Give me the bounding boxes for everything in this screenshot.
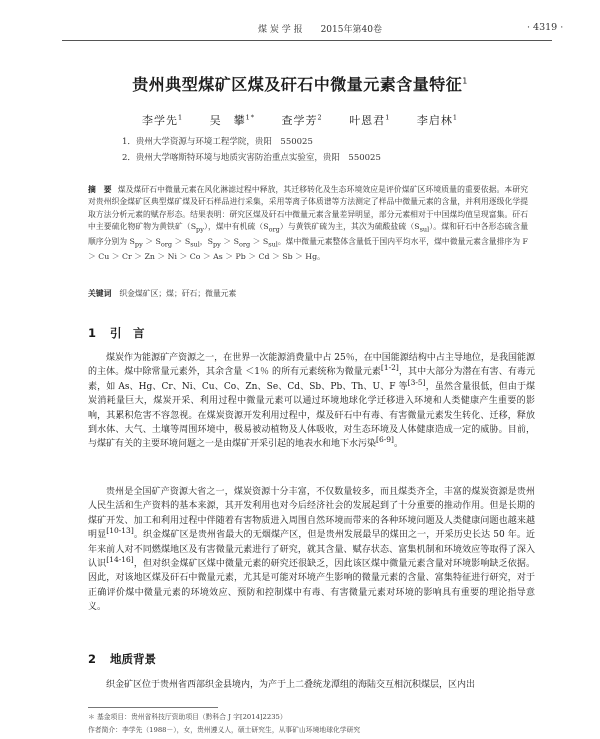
keywords (88, 288, 528, 299)
abstract-subscript: sul (419, 225, 430, 234)
keywords-label: 关键词 (88, 289, 112, 298)
abstract-text: ＞ S (250, 237, 269, 247)
author (210, 114, 255, 127)
abstract-text: ）与黄铁矿硫为主，其次为硫酸盐硫（S (279, 222, 420, 232)
abstract-text: ，S (199, 237, 213, 247)
section-heading-introduction (88, 325, 145, 341)
paragraph-text: ，其中大部分为潜在有害、有毒元素，如 As、Hg、Cr、Ni、Cu、Co、Zn、Se、Cd、Sb、Pb、Th、U、F 等 (88, 367, 535, 392)
abstract-subscript: py (212, 240, 221, 249)
section-number: 1 (88, 326, 97, 340)
author-affil-mark: 1* (245, 113, 256, 122)
abstract-text: ）。煤和矸石中各形态硫含量顺序分别为 S (88, 222, 528, 247)
citation-mark: [1-2] (380, 363, 399, 373)
abstract-label: 摘 要 (88, 185, 112, 194)
running-head-journal: 煤 炭 学 报 2015年第40卷 (258, 25, 382, 35)
paragraph-text: 。 (393, 439, 403, 450)
paragraph-text: ，但对织金煤矿区煤中微量元素的研究还很缺乏，因此该区煤中微量元素含量对环境影响缺乏依据。因此，对该地区煤及矸石中微量元素，尤其是可能对环境产生影响的微量元素的含量、富集特征进行研究，对于正确评价煤中微量元素的环境效应、预防和控制煤中有毒、有害微量元素对环境的影响具有重要的理论指导意义。 (88, 559, 535, 613)
affiliation-1: 1．贵州大学资源与环境工程学院，贵阳 550025 (122, 137, 313, 147)
abstract-subscript: org (238, 240, 251, 249)
section-heading-geology (88, 651, 156, 667)
footnote-funding: ＊ 基金项目：贵州省科技厅资助项目（黔科合 J 字[2014]2235） (88, 713, 287, 721)
paragraph-text: 织金矿区位于贵州省西部织金县境内，为产于上二叠统龙潭组的海陆交互相沉积煤层，区内出 (106, 680, 476, 690)
paragraph-text: 煤炭作为能源矿产资源之一，在世界一次能源消费量中占 25％，在中国能源结构中占主导地位，是我国能源的主体。煤中除常量元素外，其余含量 ＜1％ 的所有元素统称为微量元素 (88, 353, 535, 378)
body-paragraph (88, 678, 535, 692)
running-head (0, 22, 600, 36)
author-name: 查学芳 (281, 114, 318, 127)
paper-title-text: 贵州典型煤矿区煤及矸石中微量元素含量特征 (132, 75, 463, 94)
abstract-subscript: sul (268, 240, 278, 249)
citation-mark: [10-13] (106, 526, 134, 536)
author-name: 叶恩君 (349, 114, 386, 127)
citation-mark: [3-5] (407, 377, 426, 387)
author-affil-mark: 2 (317, 113, 323, 122)
paragraph-text: ，虽然含量很低，但由于煤炭消耗量巨大，煤炭开采、利用过程中微量元素可以通过环境地球化学迁移进入环境和人类健康产生重要的影响，其累积危害不容忽视。在煤炭资源开发利用过程中，煤及矸石中有毒、有害微量元素发生转化、迁移，释放到水体、大气、土壤等周围环境中，极易被动植物及人体吸收，对生态环境及人体健康造成一定的威胁。目前，与煤矿有关的主要环境问题之一是由煤矿开采引起的地表水和地下水污染 (88, 381, 535, 450)
author-affil-mark: 1 (178, 113, 184, 122)
keywords-list: 织金煤矿区；煤；矸石；微量元素 (119, 289, 237, 298)
abstract-subscript: org (160, 240, 173, 249)
body-paragraph (88, 351, 535, 452)
abstract-subscript: org (268, 225, 280, 234)
abstract-text: ＞ S (142, 237, 161, 247)
page-number: · 4319 · (527, 22, 564, 33)
citation-mark: [14-16] (106, 555, 134, 565)
footnote-author-bio: 作者简介：李学先（1988－），女，贵州遵义人，硕士研究生，从事矿山环境地球化学研究 (88, 726, 361, 734)
abstract-subscript: py (134, 240, 143, 249)
author (349, 114, 390, 127)
abstract-text: 。煤中微量元素整体含量低于国内平均水平，煤中微量元素含量排序为 F ＞ Cu ＞ Cr ＞ Zn ＞ Ni ＞ Co ＞ As ＞ Pb ＞ Cd ＞ Sb ＞ Hg。 (88, 237, 528, 262)
author-affil-mark: 1 (385, 113, 391, 122)
author-name: 李学先 (142, 114, 179, 127)
abstract-text: ＞ S (172, 237, 191, 247)
abstract-subscript: py (196, 225, 204, 234)
author-name: 李启林 (416, 114, 453, 127)
abstract-text: ），煤中有机硫（S (203, 222, 269, 232)
citation-mark: [6-9] (376, 435, 394, 445)
author-list (0, 112, 600, 128)
author (142, 114, 183, 127)
abstract-text: 煤及煤矸石中微量元素在风化淋滤过程中释放，其迁移转化及生态环境效应是评价煤矿区环境质量的重要依据。本研究对贵州织金煤矿区典型煤矿煤及矸石样品进行采集，采用等离子体质谱等方法测定了样品中微量元素的含量，并利用逐级化学提取方法分析元素的赋存形态。结果表明：研究区煤及矸石中微量元素含量差异明显，部分元素相对于中国煤均值呈现富集。矸石中主要硫化物矿物为黄铁矿（S (88, 185, 529, 232)
paragraph-text: 贵州是全国矿产资源大省之一，煤炭资源十分丰富，不仅数量较多，而且煤类齐全，丰富的煤炭资源是贵州人民生活和生产资料的基本来源，其开发利用也对今后经济社会的发展起到了十分重要的推动作用。但是长期的煤矿开发、加工和利用过程中伴随着有害物质进入周围自然环境而带来的各种环境问题及人类健康问题也越来越明显 (88, 487, 535, 541)
affiliation-2: 2．贵州大学喀斯特环境与地质灾害防治重点实验室，贵阳 550025 (122, 153, 381, 163)
author-name: 吴 攀 (209, 114, 246, 127)
author-affil-mark: 1 (452, 113, 458, 122)
section-title: 地质背景 (110, 652, 157, 666)
author (282, 114, 323, 127)
section-title: 引 言 (110, 326, 145, 340)
header-rule (62, 40, 552, 41)
abstract-subscript: sul (190, 240, 200, 249)
footnote-rule (88, 707, 218, 708)
section-number: 2 (88, 652, 97, 666)
abstract-text: ＞ S (220, 237, 239, 247)
paragraph-text: 。织金煤矿区是贵州省最大的无烟煤产区，但是贵州发展最早的煤田之一，开采历史长达 50 年。近年来前人对不同燃煤地区及有害微量元素进行了研究，就其含量、赋存状态、富集机制和环境效应等取得了深入认识 (88, 530, 535, 570)
body-paragraph (88, 485, 535, 615)
author (417, 114, 458, 127)
title-footnote-mark: 1 (462, 76, 468, 86)
paper-title (0, 72, 600, 95)
abstract (88, 184, 528, 264)
